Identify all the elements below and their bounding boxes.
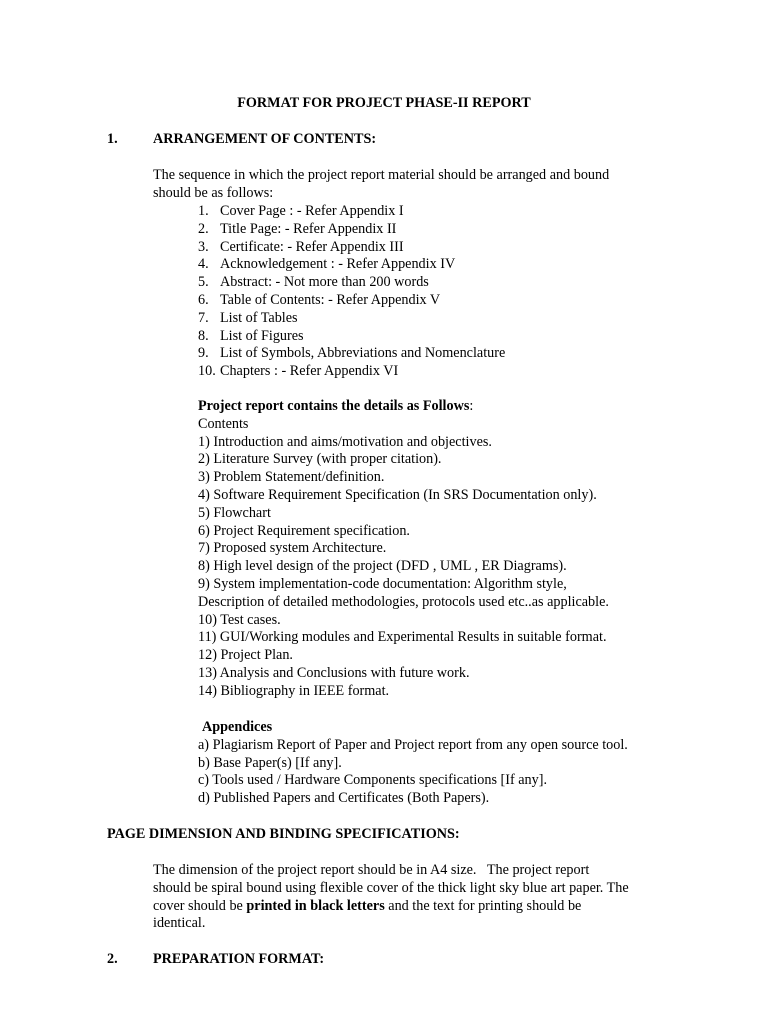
details-line: Description of detailed methodologies, protocols used etc..as applicable. (198, 593, 609, 610)
details-line: 4) Software Requirement Specification (In SRS Documentation only). (198, 486, 597, 503)
list-item-text: List of Tables (220, 309, 298, 326)
list-item-text: List of Figures (220, 327, 304, 344)
list-item-text: Abstract: - Not more than 200 words (220, 274, 429, 291)
list-item (198, 203, 505, 221)
details-line: 6) Project Requirement specification. (198, 522, 410, 539)
list-item (198, 345, 505, 363)
details-line: 10) Test cases. (198, 611, 281, 628)
paragraph-line: The dimension of the project report should be in A4 size. The project report (153, 862, 590, 878)
appendix-line: a) Plagiarism Report of Paper and Project report from any open source tool. (198, 736, 628, 753)
details-line: 5) Flowchart (198, 504, 271, 521)
list-item (198, 274, 505, 292)
details-line: 1) Introduction and aims/motivation and objectives. (198, 433, 492, 450)
details-heading (198, 398, 609, 416)
details-line: 12) Project Plan. (198, 647, 293, 664)
intro-line: The sequence in which the project report material should be arranged and bound (153, 167, 610, 183)
paragraph-line: should be spiral bound using flexible cover of the thick light sky blue art paper. The (153, 879, 629, 896)
list-item (198, 310, 505, 328)
section1-intro (153, 167, 609, 203)
contents-numbered-list (198, 203, 505, 381)
list-item (198, 328, 505, 346)
list-item (198, 292, 505, 310)
paragraph-text: cover should be (153, 897, 247, 914)
list-item (198, 221, 505, 239)
details-line: Contents (198, 415, 249, 432)
emphasis-text: printed in black letters (246, 897, 385, 914)
intro-line: should be as follows: (153, 184, 274, 201)
page-dimension-text (153, 862, 629, 933)
list-item-text: Acknowledgement : - Refer Appendix IV (220, 256, 456, 273)
list-item-text: Table of Contents: - Refer Appendix V (220, 291, 441, 308)
details-line: 14) Bibliography in IEEE format. (198, 682, 390, 699)
list-item-number: 3. (198, 238, 209, 255)
appendices (198, 719, 628, 808)
paragraph-text: and the text for printing should be (384, 897, 582, 914)
list-item-number: 4. (198, 256, 209, 273)
list-item-number: 2. (198, 220, 209, 237)
appendix-line: d) Published Papers and Certificates (Both Papers). (198, 790, 490, 807)
section2-number: 2. (107, 951, 118, 967)
list-item-text: Chapters : - Refer Appendix VI (220, 363, 399, 380)
section1-number: 1. (107, 131, 118, 147)
appendix-line: b) Base Paper(s) [If any]. (198, 754, 342, 771)
document-title: FORMAT FOR PROJECT PHASE-II REPORT (237, 95, 531, 111)
list-item-number: 8. (198, 327, 209, 344)
details-line: 3) Problem Statement/definition. (198, 469, 385, 486)
list-item-number: 7. (198, 309, 209, 326)
list-item-text: List of Symbols, Abbreviations and Nomenclature (220, 345, 506, 362)
paragraph-line: identical. (153, 915, 206, 932)
details-line: 8) High level design of the project (DFD , UML , ER Diagrams). (198, 558, 567, 575)
list-item (198, 256, 505, 274)
list-item (198, 239, 505, 257)
page-dimension-heading: PAGE DIMENSION AND BINDING SPECIFICATIONS: (107, 826, 460, 842)
details-line: 13) Analysis and Conclusions with future work. (198, 664, 470, 681)
list-item-text: Certificate: - Refer Appendix III (220, 238, 404, 255)
details-heading-text: Project report contains the details as Follows (198, 398, 470, 414)
list-item-text: Cover Page : - Refer Appendix I (220, 203, 404, 219)
list-item-number: 1. (198, 203, 209, 219)
appendix-line: c) Tools used / Hardware Components specifications [If any]. (198, 772, 547, 789)
list-item (198, 363, 505, 381)
details-heading-colon: : (469, 398, 474, 414)
details-line: 11) GUI/Working modules and Experimental Results in suitable format. (198, 629, 607, 646)
section2-heading: PREPARATION FORMAT: (153, 951, 325, 967)
details-line: 9) System implementation-code documentation: Algorithm style, (198, 575, 567, 592)
paragraph-line (153, 898, 629, 916)
list-item-text: Title Page: - Refer Appendix II (220, 220, 397, 237)
details-line: 7) Proposed system Architecture. (198, 540, 387, 557)
list-item-number: 6. (198, 291, 209, 308)
details-line: 2) Literature Survey (with proper citation). (198, 451, 442, 468)
list-item-number: 9. (198, 345, 209, 362)
section1-heading: ARRANGEMENT OF CONTENTS: (153, 131, 377, 147)
list-item-number: 5. (198, 274, 209, 291)
list-item-number: 10. (198, 363, 216, 380)
appendices-heading: Appendices (202, 719, 273, 735)
report-details (198, 398, 609, 701)
